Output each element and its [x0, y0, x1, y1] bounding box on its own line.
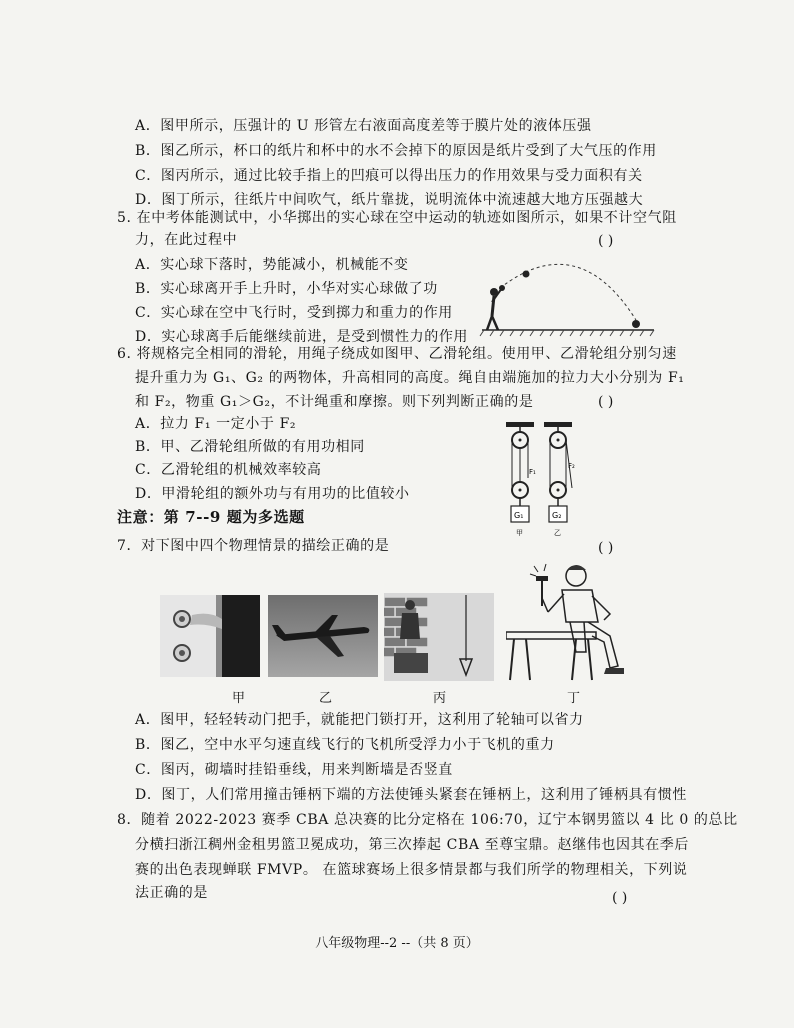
g1-label: G₁ — [514, 511, 524, 520]
q6-option-d: D．甲滑轮组的额外功与有用功的比值较小 — [135, 486, 410, 502]
q5-answer-bracket: ( ) — [598, 233, 614, 249]
q4-option-d: D．图丁所示，往纸片中间吹气，纸片靠拢，说明流体中流速越大地方压强越大 — [135, 192, 644, 208]
door-handle-image — [160, 595, 260, 677]
q5-option-a: A．实心球下落时，势能减小，机械能不变 — [135, 257, 409, 273]
multi-select-note: 注意：第 7--9 题为多选题 — [117, 508, 305, 526]
q8-answer-bracket: ( ) — [612, 890, 628, 906]
g2-label: G₂ — [552, 511, 562, 520]
q4-option-a: A．图甲所示，压强计的 U 形管左右液面高度差等于膜片处的液体压强 — [135, 118, 592, 134]
q7-option-a: A．图甲，轻轻转动门把手，就能把门锁打开，这利用了轮轴可以省力 — [135, 712, 584, 728]
yi-label: 乙 — [554, 529, 561, 537]
q5-stem-line-2: 力，在此过程中 — [135, 232, 238, 248]
q5-option-c: C．实心球在空中飞行时，受到掷力和重力的作用 — [135, 305, 453, 321]
q5-option-b: B．实心球离开手上升时，小华对实心球做了功 — [135, 281, 438, 297]
hammer-person-image — [506, 556, 636, 688]
f2-label: F₂ — [568, 462, 575, 470]
page-footer: 八年级物理--2 --（共 8 页） — [315, 936, 479, 951]
shot-put-trajectory-figure — [478, 258, 658, 340]
q4-option-b: B．图乙所示，杯口的纸片和杯中的水不会掉下的原因是纸片受到了大气压的作用 — [135, 143, 657, 159]
q8-stem-line-1: 8．随着 2022-2023 赛季 CBA 总决赛的比分定格在 106:70，辽宁本钢男篮以 4 比 0 的总比 — [117, 812, 738, 828]
figure-caption-yi: 乙 — [319, 691, 333, 706]
q6-stem-line-1: 6. 将规格完全相同的滑轮，用绳子绕成如图甲、乙滑轮组。使用甲、乙滑轮组分别匀速 — [117, 346, 677, 362]
q8-stem-line-2: 分横扫浙江稠州金租男篮卫冕成功，第三次捧起 CBA 至尊宝鼎。赵继伟也因其在季后 — [135, 837, 690, 853]
q8-stem-line-4: 法正确的是 — [135, 885, 208, 901]
q5-option-d: D．实心球离手后能继续前进，是受到惯性力的作用 — [135, 329, 469, 345]
figure-caption-ding: 丁 — [567, 691, 581, 706]
figure-caption-jia: 甲 — [232, 691, 246, 706]
q6-answer-bracket: ( ) — [598, 394, 614, 410]
q6-option-c: C．乙滑轮组的机械效率较高 — [135, 462, 322, 478]
q6-option-a: A．拉力 F₁ 一定小于 F₂ — [135, 416, 297, 432]
q7-option-d: D．图丁，人们常用撞击锤柄下端的方法使锤头紧套在锤柄上，这利用了锤柄具有惯性 — [135, 787, 688, 803]
airplane-image — [268, 595, 378, 677]
f1-label: F₁ — [529, 468, 536, 476]
figure-caption-bing: 丙 — [433, 691, 447, 706]
q4-option-c: C．图丙所示，通过比较手指上的凹痕可以得出压力的作用效果与受力面积有关 — [135, 168, 643, 184]
plumb-line-wall-image — [384, 593, 494, 681]
pulley-systems-figure — [500, 420, 580, 538]
q7-option-c: C．图丙，砌墙时挂铅垂线，用来判断墙是否竖直 — [135, 762, 453, 778]
q6-stem-line-3: 和 F₂，物重 G₁＞G₂，不计绳重和摩擦。则下列判断正确的是 — [135, 394, 534, 410]
q8-stem-line-3: 赛的出色表现蝉联 FMVP。 在篮球赛场上很多情景都与我们所学的物理相关，下列说 — [135, 862, 688, 878]
q7-answer-bracket: ( ) — [598, 540, 614, 556]
q5-stem-line-1: 5. 在中考体能测试中，小华掷出的实心球在空中运动的轨迹如图所示，如果不计空气阻 — [117, 210, 677, 226]
q7-stem: 7．对下图中四个物理情景的描绘正确的是 — [117, 538, 390, 554]
q6-option-b: B．甲、乙滑轮组所做的有用功相同 — [135, 439, 365, 455]
jia-label: 甲 — [516, 529, 523, 537]
q6-stem-line-2: 提升重力为 G₁、G₂ 的两物体，升高相同的高度。绳自由端施加的拉力大小分别为 F₁ — [135, 370, 685, 386]
q7-option-b: B．图乙，空中水平匀速直线飞行的飞机所受浮力小于飞机的重力 — [135, 737, 555, 753]
